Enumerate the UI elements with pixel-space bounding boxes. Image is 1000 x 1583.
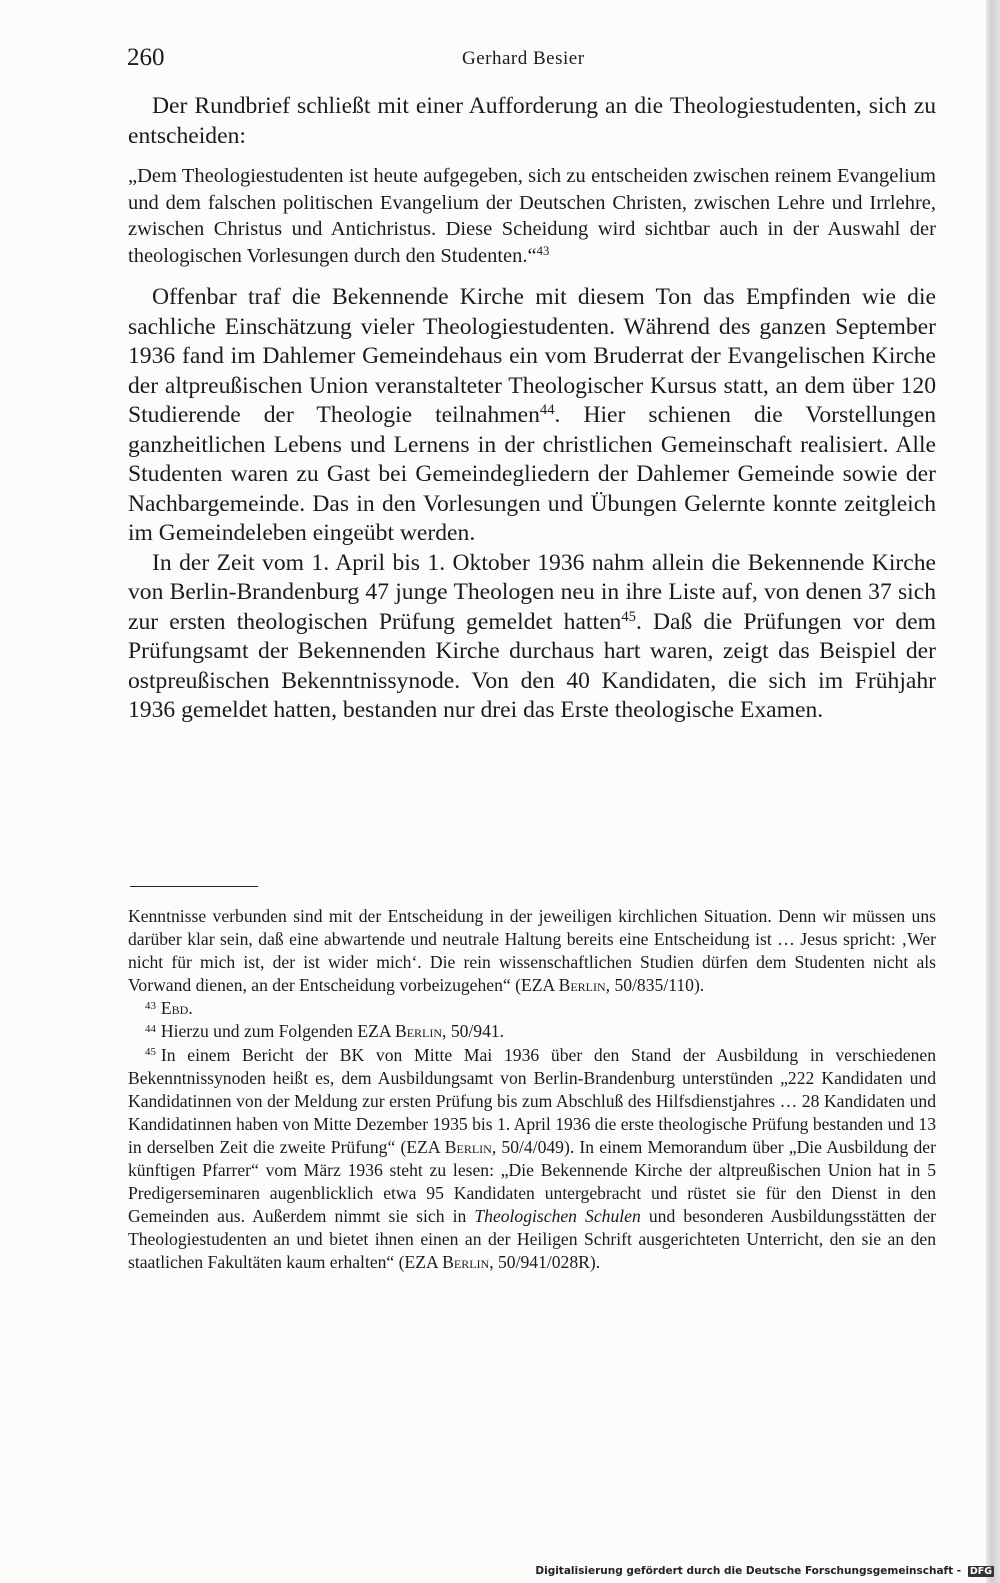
paragraph-examinations-text-b: . Daß die Prüfungen vor dem Prüfungsamt der Bekennenden Kirche durchaus hart waren, zeigt das Beispiel der ostpreußischen Bekenntnissynode. Von den 40 Kandidaten, die sich im Frühjahr 1936 gemeldet hatten, bestanden nur drei das Erste theologische Examen.	[128, 608, 936, 723]
footnote-43	[128, 997, 936, 1020]
footnotes	[128, 905, 936, 1275]
paragraph-dahlem-text-b: . Hier schienen die Vorstellungen ganzheitlichen Lebens und Lernens in der christlichen Gemeinschaft realisiert. Alle Studenten waren zu Gast bei Gemeindegliedern der Dahlemer Gemeinde sowie der Nachbargemeinde. Das in den Vorlesungen und Übungen Gelernte konnte zeitgleich im Gemeindeleben eingeübt werden.	[128, 402, 936, 546]
footnote-ref-45: 45	[621, 608, 636, 625]
footnote-separator	[130, 886, 258, 887]
footnote-45-text-b: , 50/4/049). In einem Memorandum über „Die Ausbildung der künftigen Pfarrer“ vom März 1936 steht zu lesen: „Die Bekennende Kirche der altpreußischen Union hat in 5 Predigerseminaren augenblicklich etwa 95 Kandidaten untergebracht und rüstet sie für den Dienst in den Gemeinden aus. Außerdem nimmt sie sich in	[128, 1136, 936, 1227]
digitization-credit	[535, 1565, 994, 1577]
footnote-45-text-c: und besonderen Ausbildungsstätten der Theologiestudenten an und bietet ihnen einen an der Heiligen Schrift ausgerichteten Unterricht, den sie an den staatlichen Fakultäten kaum erhalten“ (EZA	[128, 1206, 936, 1273]
footnote-44-text-a: Hierzu und zum Folgenden EZA	[160, 1021, 395, 1042]
dfg-logo: DFG	[969, 1566, 992, 1577]
footnote-continuation-text-a: Kenntnisse verbunden sind mit der Entscheidung in der jeweiligen kirchlichen Situation. Denn wir müssen uns darüber klar sein, daß eine abwartende und neutrale Haltung bereits eine Entscheidung ist … Jesus spricht: ‚Wer nicht für mich ist, der ist wider mich‘. Die rein wissenschaftlichen Studien dürfen dem Studenten nicht als Vorwand dienen, an der Entscheidung vorbeizugehen“ (EZA	[128, 906, 936, 996]
page-number: 260	[127, 44, 165, 71]
paragraph-dahlem-text-a: Offenbar traf die Bekennende Kirche mit diesem Ton das Empfinden wie die sachliche Einschätzung vieler Theologiestudenten. Während des ganzen September 1936 fand im Dahlemer Gemeindehaus ein vom Bruderrat der Evangelischen Kirche der altpreußischen Union veranstalteter Theologischer Kursus statt, an dem über 120 Studierende der Theologie teilnahmen	[128, 284, 936, 428]
running-head-author: Gerhard Besier	[462, 48, 585, 69]
footnote-continuation	[128, 905, 936, 997]
footnote-43-text: Ebd.	[160, 998, 193, 1019]
paragraph-examinations-text-a: In der Zeit vom 1. April bis 1. Oktober 1936 nahm allein die Bekennende Kirche von Berlin-Brandenburg 47 junge Theologen neu in ihre Liste auf, von denen 37 sich zur ersten theologischen Prüfung gemeldet hatten	[128, 549, 936, 635]
footnote-45-text-d: , 50/941/028R).	[489, 1252, 601, 1273]
footnote-45	[128, 1044, 936, 1275]
footnote-44-archive: Berlin	[394, 1021, 443, 1042]
paragraph-intro-text: Der Rundbrief schließt mit einer Aufforderung an die Theologiestudenten, sich zu entscheiden:	[128, 93, 936, 149]
main-text	[128, 92, 936, 726]
footnote-continuation-text-b: , 50/835/110).	[605, 975, 705, 996]
digitization-credit-text: Digitalisierung gefördert durch die Deutsche Forschungsgemeinschaft -	[535, 1565, 962, 1577]
footnote-45-number: 45	[145, 1046, 156, 1059]
page-header	[127, 44, 935, 78]
footnote-45-text-a: In einem Bericht der BK von Mitte Mai 1936 über den Stand der Ausbildung in verschiedenen Bekenntnissynoden heißt es, dem Ausbildungsamt von Berlin-Brandenburg unterstünden „222 Kandidaten und Kandidatinnen von der Meldung zur ersten Prüfung bis zum Abschluß des Hilfsdienstjahres … 28 Kandidaten und Kandidatinnen haben von Mitte Dezember 1935 bis 1. April 1936 die erste theologische Prüfung bestanden und 13 in derselben Zeit die zweite Prüfung“ (EZA	[128, 1044, 936, 1157]
footnote-45-italic: Theologischen Schulen	[474, 1206, 641, 1227]
footnote-44	[128, 1020, 936, 1043]
footnote-44-number: 44	[145, 1023, 156, 1036]
footnote-45-archive-1: Berlin	[444, 1136, 492, 1157]
footnote-ref-44: 44	[539, 401, 555, 418]
block-quote	[128, 163, 936, 269]
footnote-continuation-archive: Berlin	[558, 975, 606, 996]
footnote-45-archive-2: Berlin	[442, 1252, 490, 1273]
paragraph-intro	[128, 92, 936, 151]
footnote-44-text-b: , 50/941.	[442, 1021, 505, 1042]
page-edge-shadow	[986, 0, 1000, 1583]
paragraph-dahlem	[128, 283, 936, 549]
paragraph-examinations	[128, 549, 936, 726]
block-quote-text: „Dem Theologiestudenten ist heute aufgegeben, sich zu entscheiden zwischen reinem Evangelium und dem falschen politischen Evangelium der Deutschen Christen, zwischen Lehre und Irrlehre, zwischen Christus und Antichristus. Diese Scheidung wird sichtbar auch in der Auswahl der theologischen Vorlesungen durch den Studenten.“	[128, 165, 936, 267]
footnote-43-number: 43	[145, 999, 156, 1012]
footnote-ref-43: 43	[536, 243, 550, 258]
